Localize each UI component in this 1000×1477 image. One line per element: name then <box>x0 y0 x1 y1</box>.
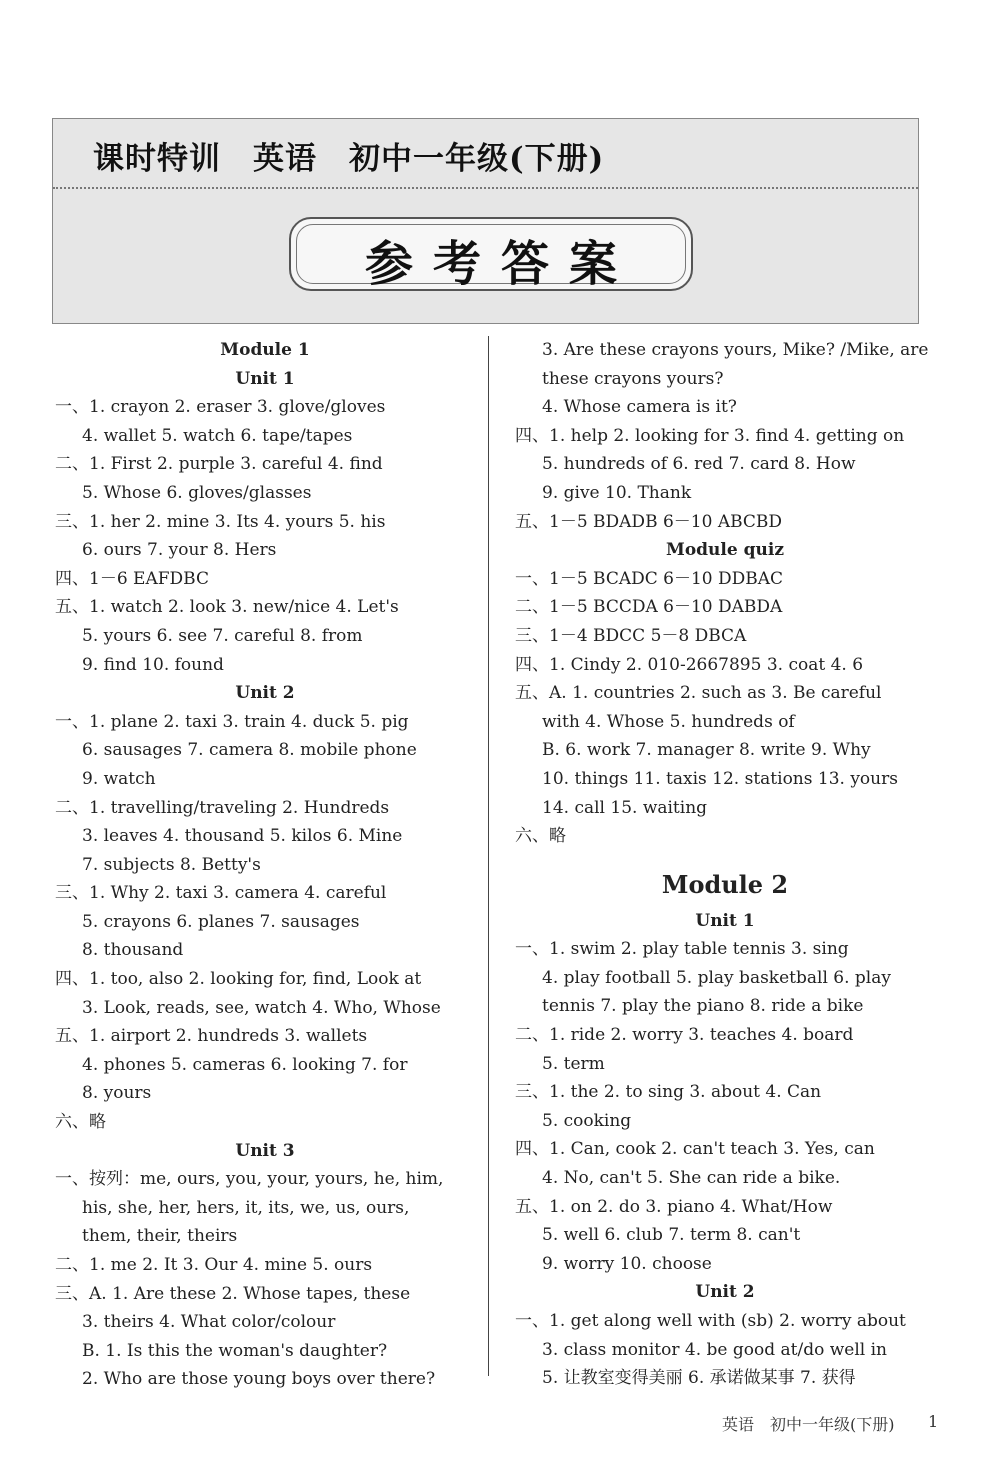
answer-line: 四、1. Cindy 2. 010-2667895 3. coat 4. 6 <box>515 654 864 675</box>
header-divider <box>53 187 918 189</box>
answer-line: his, she, her, hers, it, its, we, us, ours, <box>82 1197 410 1218</box>
answer-line: 四、1－6 EAFDBC <box>55 568 209 589</box>
answer-line: 一、1. crayon 2. eraser 3. glove/gloves <box>55 397 386 418</box>
answer-line: these crayons yours? <box>542 368 724 389</box>
answer-line: 五、1. watch 2. look 3. new/nice 4. Let's <box>55 597 399 618</box>
section-heading: Unit 1 <box>235 368 295 389</box>
answer-line: 9. worry 10. choose <box>542 1253 712 1274</box>
footer-label: 英语 初中一年级(下册) <box>722 1415 895 1434</box>
answer-line: 7. subjects 8. Betty's <box>82 854 261 875</box>
answer-line: 3. Look, reads, see, watch 4. Who, Whose <box>82 997 441 1018</box>
answer-line: 四、1. help 2. looking for 3. find 4. getting on <box>515 425 905 446</box>
answer-line: 5. crayons 6. planes 7. sausages <box>82 911 360 932</box>
answer-line: 二、1. travelling/traveling 2. Hundreds <box>55 797 390 818</box>
answer-line: 二、1. ride 2. worry 3. teaches 4. board <box>515 1025 854 1046</box>
left-answer-column <box>55 336 475 1394</box>
answer-line: 9. find 10. found <box>82 654 224 675</box>
answer-line: 5. 让教室变得美丽 6. 承诺做某事 7. 获得 <box>542 1368 856 1389</box>
answer-line: 4. No, can't 5. She can ride a bike. <box>542 1168 841 1189</box>
answer-line: 8. thousand <box>82 940 184 961</box>
section-heading: Module 1 <box>220 340 310 360</box>
answer-line: with 4. Whose 5. hundreds of <box>542 711 795 732</box>
answer-line: 四、1. Can, cook 2. can't teach 3. Yes, can <box>515 1139 875 1160</box>
column-divider <box>488 336 489 1376</box>
answer-line: 3. leaves 4. thousand 5. kilos 6. Mine <box>82 826 403 847</box>
answer-line: 一、1－5 BCADC 6－10 DDBAC <box>515 568 784 589</box>
answer-line: 二、1. me 2. It 3. Our 4. mine 5. ours <box>55 1255 373 1275</box>
answer-line: 四、1. too, also 2. looking for, find, Look at <box>55 969 422 990</box>
answer-line: 六、略 <box>515 826 566 847</box>
section-heading: Unit 3 <box>235 1140 295 1161</box>
answer-line: 5. hundreds of 6. red 7. card 8. How <box>542 454 856 475</box>
answer-line: 6. ours 7. your 8. Hers <box>82 540 277 561</box>
answer-line: 三、1－4 BDCC 5－8 DBCA <box>515 625 747 646</box>
answer-line: 5. well 6. club 7. term 8. can't <box>542 1225 801 1246</box>
answer-title-frame <box>289 217 693 291</box>
answer-line: 二、1. First 2. purple 3. careful 4. find <box>55 454 383 475</box>
header-banner <box>52 118 919 324</box>
answer-line: tennis 7. play the piano 8. ride a bike <box>542 996 864 1017</box>
answer-line: 五、A. 1. countries 2. such as 3. Be careful <box>515 683 882 704</box>
answer-line: 一、1. swim 2. play table tennis 3. sing <box>515 939 849 960</box>
answer-line: 9. give 10. Thank <box>542 482 692 503</box>
answer-line: 3. class monitor 4. be good at/do well in <box>542 1339 888 1360</box>
answer-line: B. 6. work 7. manager 8. write 9. Why <box>542 740 871 761</box>
answer-line: 三、1. her 2. mine 3. Its 4. yours 5. his <box>55 511 386 532</box>
section-heading: Unit 1 <box>695 910 755 931</box>
answer-line: 五、1－5 BDADB 6－10 ABCBD <box>515 511 783 532</box>
answer-line: 三、1. Why 2. taxi 3. camera 4. careful <box>55 883 387 904</box>
answer-line: 一、1. plane 2. taxi 3. train 4. duck 5. pig <box>55 711 409 732</box>
answer-line: 8. yours <box>82 1083 152 1104</box>
section-heading: Unit 2 <box>695 1282 755 1303</box>
answer-line: 4. phones 5. cameras 6. looking 7. for <box>82 1054 408 1075</box>
answer-line: 5. Whose 6. gloves/glasses <box>82 482 312 503</box>
answer-line: 4. Whose camera is it? <box>542 397 737 418</box>
series-title: 课时特训 英语 初中一年级(下册) <box>93 141 605 177</box>
answer-line: 二、1－5 BCCDA 6－10 DABDA <box>515 597 783 618</box>
answer-line: them, their, theirs <box>82 1226 238 1247</box>
answer-line: 10. things 11. taxis 12. stations 13. yours <box>542 768 898 789</box>
answer-line: 5. term <box>542 1053 605 1074</box>
section-heading: Module quiz <box>666 540 784 561</box>
answer-title: 参考答案 <box>364 236 637 292</box>
answer-line: 4. wallet 5. watch 6. tape/tapes <box>82 425 353 446</box>
answer-line: 14. call 15. waiting <box>542 797 708 818</box>
answer-line: 五、1. airport 2. hundreds 3. wallets <box>55 1026 368 1047</box>
answer-line: 9. watch <box>82 768 156 789</box>
right-answer-column <box>515 336 935 1393</box>
answer-line: 3. Are these crayons yours, Mike? /Mike, are <box>542 340 929 360</box>
answer-line: B. 1. Is this the woman's daughter? <box>82 1340 388 1361</box>
answer-line: 一、按列：me, ours, you, your, yours, he, him, <box>55 1169 444 1190</box>
answer-line: 2. Who are those young boys over there? <box>82 1369 436 1390</box>
answer-line: 5. cooking <box>542 1110 632 1131</box>
answer-line: 三、A. 1. Are these 2. Whose tapes, these <box>55 1283 411 1304</box>
answer-line: 4. play football 5. play basketball 6. play <box>542 967 891 988</box>
answer-line: 五、1. on 2. do 3. piano 4. What/How <box>515 1196 833 1217</box>
answer-line: 六、略 <box>55 1112 106 1133</box>
module-heading: Module 2 <box>661 869 789 899</box>
page-number: 1 <box>928 1412 939 1431</box>
answer-line: 6. sausages 7. camera 8. mobile phone <box>82 740 417 761</box>
answer-line: 一、1. get along well with (sb) 2. worry about <box>515 1311 906 1331</box>
answer-line: 3. theirs 4. What color/colour <box>82 1312 336 1333</box>
section-heading: Unit 2 <box>235 683 295 704</box>
answer-line: 5. yours 6. see 7. careful 8. from <box>82 625 363 646</box>
answer-line: 三、1. the 2. to sing 3. about 4. Can <box>515 1082 822 1103</box>
